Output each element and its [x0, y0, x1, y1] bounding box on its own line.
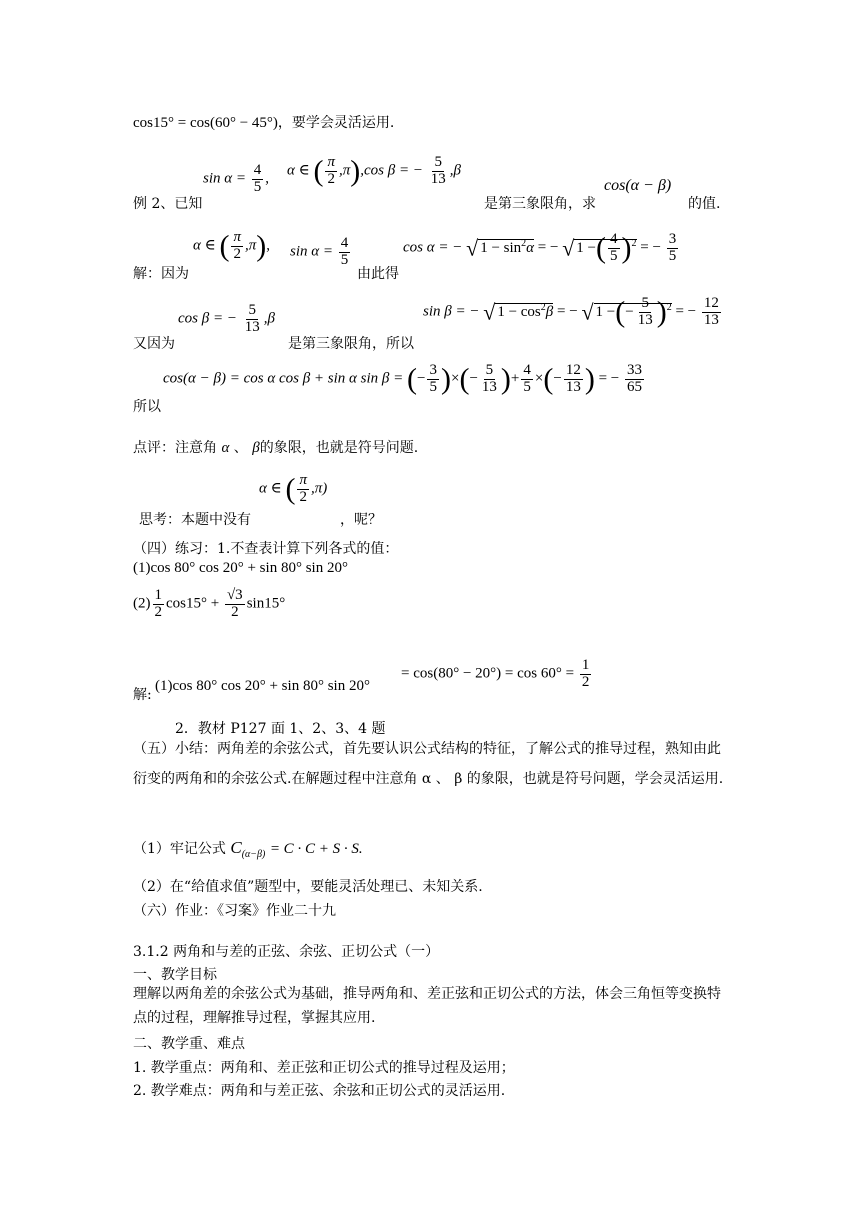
solution2-sin-beta: sin β = − √ $1 - \cos^2\beta$ = − √ 1 −(− $\frac{5}{13}$ )$^2$ = − $\frac{12}{13}$ — [423, 295, 719, 329]
solution1-alpha-range: α ∈ ( $\frac{\pi}{2}$ ,π), — [193, 229, 271, 263]
example2-prefix: 例 2、已知 — [133, 196, 203, 212]
think-alpha-range: α ∈ ( $\frac{\pi}{2}$ ,π) — [259, 472, 328, 506]
solution3-prefix: 所以 — [133, 399, 161, 415]
practice-item2: 2．教材 P127 面 1、2、3、4 题 — [175, 721, 386, 737]
solution1-prefix: 解：因为 — [133, 266, 189, 282]
section-key-title: 二、教学重、难点 — [133, 1036, 245, 1052]
practice-q2: (2) $\frac{1}{2}$ cos15° + $\frac{√3}{2}$ sin15° — [133, 587, 286, 620]
solution1-cos-alpha: cos α = − √ $1 - \sin^2\alpha$ = − √ 1 −( $\frac{4}{5}$ )$^2$ = − $\frac{3}{5}$ — [403, 231, 677, 265]
example2-alpha-range: α ∈ ( $\frac{\pi}{2}$ ,π),cos β = − $\frac{5}{13}$ ,β — [287, 154, 461, 188]
solution2-cos-beta: cos β = − $\frac{5}{13}$ ,β — [178, 302, 275, 335]
practice-ans-prefix: 解: — [133, 687, 152, 703]
section-key2: 2. 教学难点：两角和与差正弦、余弦和正切公式的灵活运用. — [133, 1083, 506, 1099]
example2-end: 的值. — [688, 196, 721, 212]
solution3-expr: cos(α − β) = cos α cos β + sin α sin β = (− $\frac{3}{5}$ )×(− $\frac{5}{13}$ )+ $\frac{4}{5}$ ×(− $\frac{12}{13}$ ) = − $\frac{33}{65}$ — [163, 362, 642, 396]
practice-title: （四）练习：1.不查表计算下列各式的值： — [133, 541, 399, 557]
practice-ans-rhs: = cos(80° − 20°) = cos 60° = $\frac{1}{2}$ — [401, 657, 590, 690]
practice-q1: (1)cos 80° cos 20° + sin 80° sin 20° — [133, 560, 348, 576]
section-goal-title: 一、教学目标 — [133, 967, 217, 983]
summary-para: （五）小结：两角差的余弦公式，首先要认识公式结构的特征，了解公式的推导过程，熟知由此衍变的两角和的余弦公式.在解题过程中注意角 α 、 β 的象限，也就是符号问题，学会灵活运用. — [133, 741, 724, 787]
solution1-hence: 由此得 — [357, 266, 399, 282]
summary-line1: （1）牢记公式 $C_{(\alpha-\beta)} = C \cdot C + S \cdot S$. — [133, 838, 363, 860]
solution1-sin-alpha: sin α = $\frac{4}{5}$ — [290, 235, 349, 268]
section-heading: 3.1.2 两角和与差的正弦、余弦、正切公式（一） — [133, 944, 440, 960]
cos15-formula: cos15° = cos(60° − 45°) — [133, 115, 278, 131]
example2-target: cos(α − β) — [604, 177, 672, 194]
section-key1: 1. 教学重点：两角和、差正弦和正切公式的推导过程及运用； — [133, 1060, 515, 1076]
summary-homework: （六）作业：《习案》作业二十九 — [133, 903, 336, 919]
line-cos15 — [133, 112, 394, 132]
solution2-prefix: 又因为 — [133, 336, 175, 352]
summary-line2: （2）在“给值求值”题型中，要能灵活处理已、未知关系. — [133, 879, 483, 895]
section-goal-text: 理解以两角差的余弦公式为基础，推导两角和、差正弦和正切公式的方法，体会三角恒等变换特点的过程，理解推导过程，掌握其应用. — [133, 986, 721, 1026]
solution2-text: 是第三象限角，所以 — [288, 336, 414, 352]
comment-line: 点评：注意角 α 、 β的象限，也就是符号问题. — [133, 440, 419, 456]
example2-mid-text: 是第三象限角，求 — [484, 196, 596, 212]
example2-sin-alpha: sin α = $\frac{4}{5}$ , — [203, 162, 270, 195]
think-text1: 思考：本题中没有 — [139, 512, 251, 528]
practice-ans-expr: (1)cos 80° cos 20° + sin 80° sin 20° — [155, 678, 370, 694]
think-text2: ，呢？ — [340, 512, 382, 528]
cos15-text: ，要学会灵活运用. — [277, 115, 395, 131]
